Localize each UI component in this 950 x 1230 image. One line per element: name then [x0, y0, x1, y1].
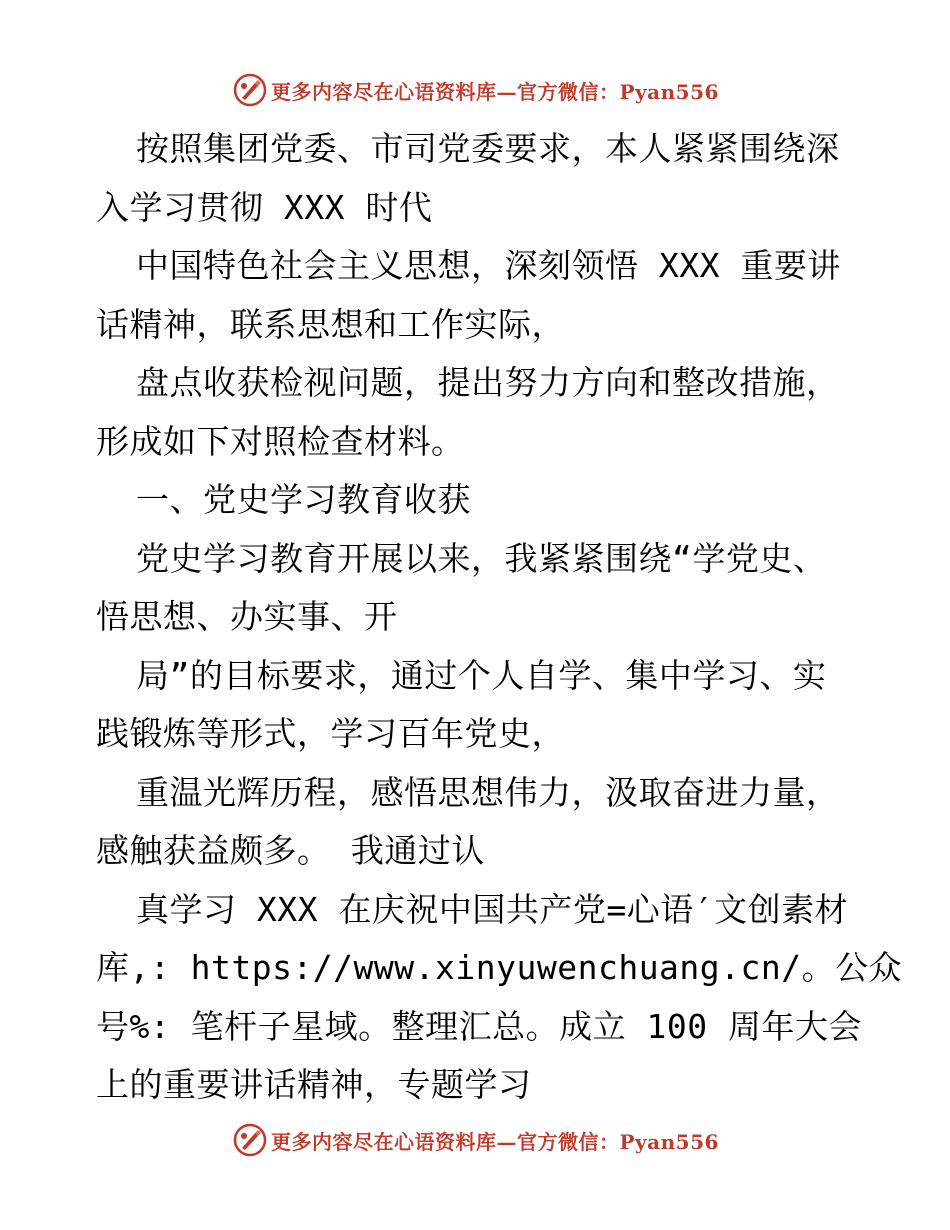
pen-circle-logo-icon — [233, 73, 267, 107]
body-line: 感触获益颇多。 我通过认 — [96, 831, 485, 870]
body-line: 形成如下对照检查材料。 — [96, 421, 465, 461]
document-body — [96, 120, 903, 1115]
body-line: 话精神，联系思想和工作实际， — [96, 304, 565, 344]
watermark-text: 更多内容尽在心语资料库—官方微信：Pyan556 — [271, 1129, 719, 1154]
header-watermark — [233, 72, 719, 108]
body-line: 盘点收获检视问题，提出努力方向和整改措施， — [136, 363, 840, 402]
body-line: 按照集团党委、市司党委要求，本人紧紧围绕深 — [136, 129, 840, 168]
footer-watermark — [233, 1122, 719, 1158]
section-heading: 一、党史学习教育收获 — [136, 480, 471, 519]
body-line: 入学习贯彻 XXX 时代 — [96, 187, 433, 227]
body-line: 中国特色社会主义思想，深刻领悟 XXX 重要讲 — [136, 246, 841, 285]
body-line: 真学习 XXX 在庆祝中国共产党=心语′文创素材 — [136, 889, 849, 929]
body-line: 上的重要讲话精神，专题学习 — [96, 1065, 532, 1104]
body-line: 号%: 笔杆子星域。整理汇总。成立 100 周年大会 — [96, 1006, 862, 1046]
pen-circle-logo-icon — [233, 1123, 267, 1157]
body-line: 库,: https://www.xinyuwenchuang.cn/。公众 — [96, 948, 903, 987]
body-line: 践锻炼等形式，学习百年党史， — [96, 714, 565, 753]
body-line: 党史学习教育开展以来，我紧紧围绕“学党史、 — [136, 538, 827, 578]
body-line: 局”的目标要求，通过个人自学、集中学习、实 — [136, 655, 827, 695]
body-line: 重温光辉历程，感悟思想伟力，汲取奋进力量， — [136, 772, 840, 812]
body-line: 悟思想、办实事、开 — [96, 597, 398, 636]
watermark-text: 更多内容尽在心语资料库—官方微信：Pyan556 — [271, 79, 719, 104]
